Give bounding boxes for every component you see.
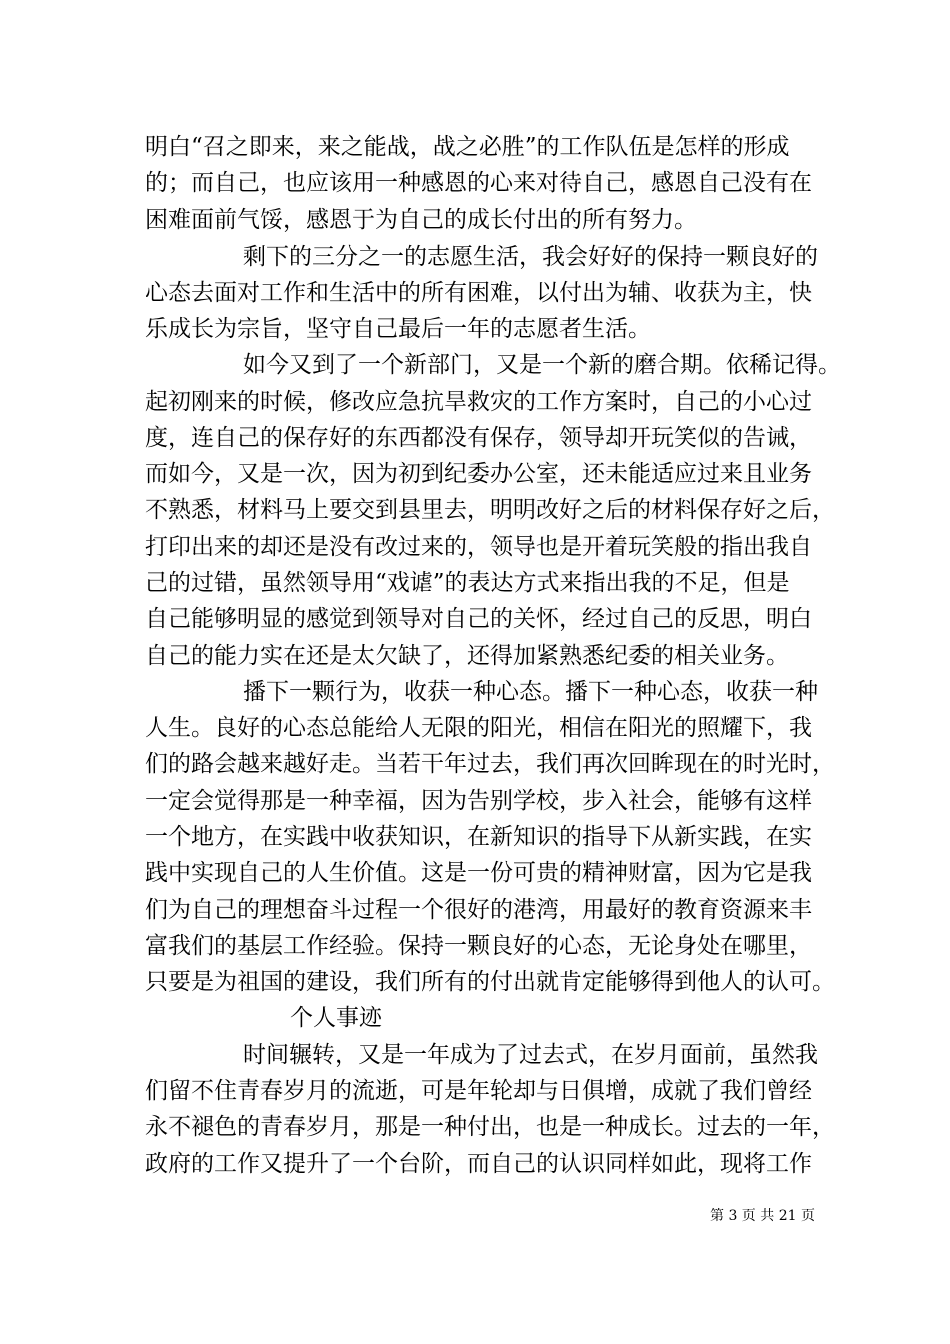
text-line: 起初刚来的时候，修改应急抗旱救灾的工作方案时，自己的小心过: [145, 389, 812, 415]
text-line: 的；而自己，也应该用一种感恩的心来对待自己，感恩自己没有在: [145, 170, 812, 196]
text-line: 永不褪色的青春岁月，那是一种付出，也是一种成长。过去的一年，: [145, 1114, 835, 1140]
page-number-footer: 第 3 页 共 21 页: [710, 1208, 815, 1224]
text-line: 践中实现自己的人生价值。这是一份可贵的精神财富，因为它是我: [145, 860, 812, 886]
text-line: 度，连自己的保存好的东西都没有保存，领导却开玩笑似的告诫，: [145, 425, 812, 451]
text-line: 一个地方，在实践中收获知识，在新知识的指导下从新实践，在实: [145, 824, 812, 850]
text-line: 困难面前气馁，感恩于为自己的成长付出的所有努力。: [145, 207, 697, 233]
text-line: 只要是为祖国的建设，我们所有的付出就肯定能够得到他人的认可。: [145, 969, 835, 995]
paragraph-start-line: 如今又到了一个新部门，又是一个新的磨合期。依稀记得。: [243, 352, 841, 378]
section-heading: 个人事迹: [290, 1005, 382, 1031]
text-line: 自己的能力实在还是太欠缺了，还得加紧熟悉纪委的相关业务。: [145, 643, 789, 669]
text-line: 不熟悉，材料马上要交到县里去，明明改好之后的材料保存好之后，: [145, 497, 835, 523]
text-line: 而如今，又是一次，因为初到纪委办公室，还未能适应过来且业务: [145, 461, 812, 487]
text-line: 心态去面对工作和生活中的所有困难，以付出为辅、收获为主，快: [145, 280, 812, 306]
text-line: 们为自己的理想奋斗过程一个很好的港湾，用最好的教育资源来丰: [145, 897, 812, 923]
text-line: 人生。良好的心态总能给人无限的阳光，相信在阳光的照耀下，我: [145, 715, 812, 741]
text-line: 自己能够明显的感觉到领导对自己的关怀，经过自己的反思，明白: [145, 606, 812, 632]
paragraph-start-line: 剩下的三分之一的志愿生活，我会好好的保持一颗良好的: [243, 244, 818, 270]
text-line: 明白“召之即来，来之能战，战之必胜”的工作队伍是怎样的形成: [145, 134, 790, 160]
text-line: 们的路会越来越好走。当若干年过去，我们再次回眸现在的时光时，: [145, 751, 835, 777]
text-line: 己的过错，虽然领导用“戏谑”的表达方式来指出我的不足，但是: [145, 570, 790, 596]
text-line: 政府的工作又提升了一个台阶，而自己的认识同样如此，现将工作: [145, 1151, 812, 1177]
text-line: 富我们的基层工作经验。保持一颗良好的心态，无论身处在哪里，: [145, 933, 812, 959]
text-line: 乐成长为宗旨，坚守自己最后一年的志愿者生活。: [145, 316, 651, 342]
text-line: 一定会觉得那是一种幸福，因为告别学校，步入社会，能够有这样: [145, 788, 812, 814]
text-line: 们留不住青春岁月的流逝，可是年轮却与日俱增，成就了我们曾经: [145, 1078, 812, 1104]
paragraph-start-line: 时间辗转，又是一年成为了过去式，在岁月面前，虽然我: [243, 1042, 818, 1068]
paragraph-start-line: 播下一颗行为，收获一种心态。播下一种心态，收获一种: [243, 679, 818, 705]
text-line: 打印出来的却还是没有改过来的，领导也是开着玩笑般的指出我自: [145, 534, 812, 560]
